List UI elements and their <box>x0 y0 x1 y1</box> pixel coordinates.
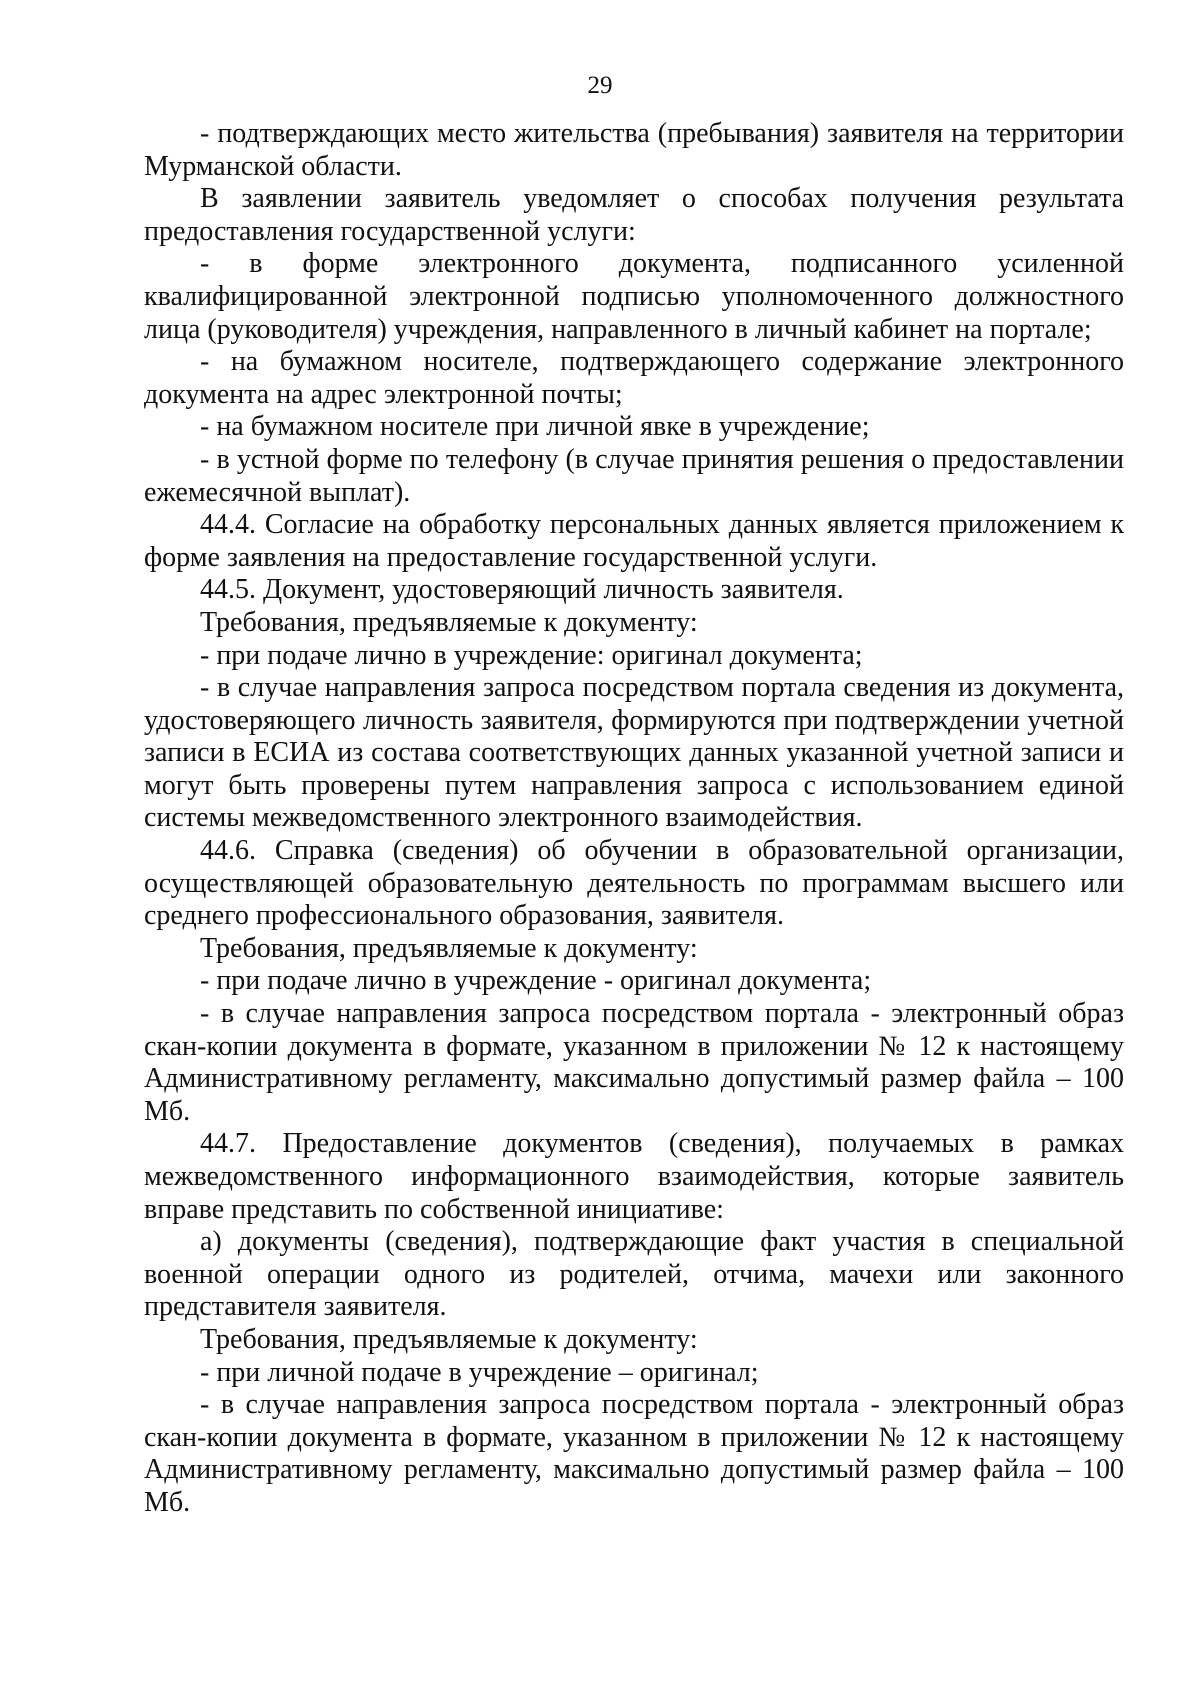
paragraph: - в форме электронного документа, подписанного усиленной квалифицированной электронной подписью уполномоченного должностного лица (руководителя) учреждения, направленного в личный кабинет на портале; <box>144 248 1124 345</box>
paragraph: Требования, предъявляемые к документу: <box>200 606 698 638</box>
paragraph: 44.6. Справка (сведения) об обучении в образовательной организации, осуществляющей образовательную деятельность по программам высшего или среднего профессионального образования, заявителя. <box>144 835 1124 932</box>
paragraph: - в случае направления запроса посредством портала - электронный образ скан-копии документа в формате, указанном в приложении № 12 к настоящему Административному регламенту, максимально допустимый размер файла – 100 Мб. <box>144 1389 1124 1518</box>
paragraph: - при подаче лично в учреждение - оригинал документа; <box>200 965 872 997</box>
document-body <box>144 118 1124 1520</box>
page-number: 29 <box>587 72 613 99</box>
paragraph: - при подаче лично в учреждение: оригинал документа; <box>200 639 863 671</box>
paragraph: - при личной подаче в учреждение – оригинал; <box>200 1356 759 1388</box>
paragraph: - в случае направления запроса посредством портала сведения из документа, удостоверяющего личность заявителя, формируются при подтверждении учетной записи в ЕСИА из состава соответствующих данных указанной учетной записи и могут быть проверены путем направления запроса с использованием единой системы межведомственного электронного взаимодействия. <box>144 672 1124 834</box>
paragraph: 44.7. Предоставление документов (сведения), получаемых в рамках межведомственного информационного взаимодействия, которые заявитель вправе представить по собственной инициативе: <box>144 1128 1124 1225</box>
paragraph: - в случае направления запроса посредством портала - электронный образ скан-копии документа в формате, указанном в приложении № 12 к настоящему Административному регламенту, максимально допустимый размер файла – 100 Мб. <box>144 998 1124 1127</box>
paragraph: 44.5. Документ, удостоверяющий личность заявителя. <box>200 574 844 606</box>
paragraph: Требования, предъявляемые к документу: <box>200 932 698 964</box>
paragraph: а) документы (сведения), подтверждающие факт участия в специальной военной операции одного из родителей, отчима, мачехи или законного представителя заявителя. <box>144 1226 1124 1323</box>
paragraph: 44.4. Согласие на обработку персональных данных является приложением к форме заявления на предоставление государственной услуги. <box>144 509 1124 573</box>
paragraph: - подтверждающих место жительства (пребывания) заявителя на территории Мурманской области. <box>144 118 1124 182</box>
paragraph: В заявлении заявитель уведомляет о способах получения результата предоставления государственной услуги: <box>144 183 1124 247</box>
paragraph: - на бумажном носителе при личной явке в учреждение; <box>200 411 870 443</box>
paragraph: Требования, предъявляемые к документу: <box>200 1323 698 1355</box>
paragraph: - в устной форме по телефону (в случае принятия решения о предоставлении ежемесячной выплат). <box>144 443 1124 508</box>
paragraph: - на бумажном носителе, подтверждающего содержание электронного документа на адрес электронной почты; <box>144 346 1124 410</box>
